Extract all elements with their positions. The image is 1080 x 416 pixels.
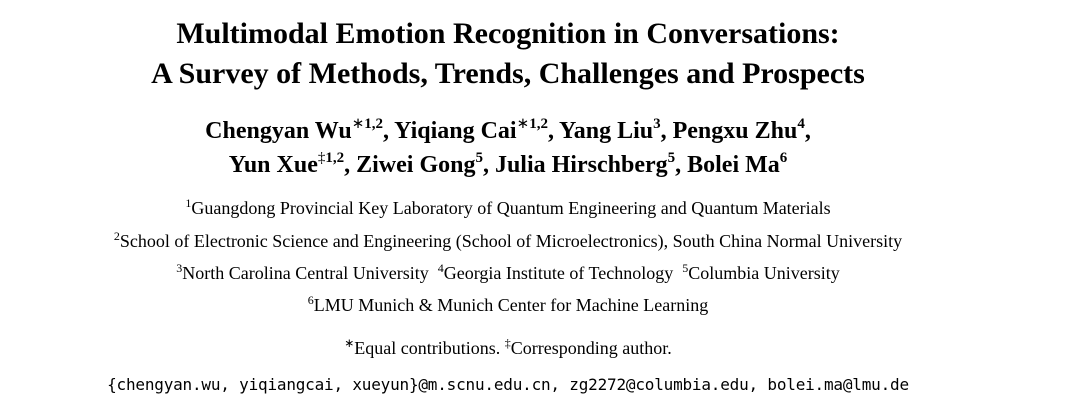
author-separator: , [804,118,811,144]
author-mark: ‡ [317,150,326,166]
affiliation-number: 1 [185,196,192,210]
author-name: Ziwei Gong [356,152,476,178]
author-affiliation-sup: 4 [797,116,805,132]
author-mark: ∗ [351,116,365,132]
affiliation-number: 3 [176,261,183,275]
author-separator: , [383,118,395,144]
author-separator: , [660,118,673,144]
author-emails: {chengyan.wu, yiqiangcai, xueyun}@m.scnu.edu.cn, zg2272@columbia.edu, bolei.ma@lmu.de [107,375,909,394]
author-separator: , [675,152,688,178]
author-name: Yang Liu [559,118,654,144]
author-notes [0,336,1016,360]
author-affiliation-sup: 5 [475,150,483,166]
affiliation-6 [0,293,1016,317]
affiliation-text: School of Electronic Science and Engineering (School of Microelectronics), South China Normal University [119,231,903,251]
author-name: Yiqiang Cai [394,118,517,144]
affiliation-3-4-5 [0,261,1016,285]
author-affiliation-sup: 1,2 [529,116,548,132]
author-separator: , [482,152,495,178]
author-affiliation-sup: 1,2 [325,150,345,166]
affiliation-number: 4 [437,261,444,275]
author-mark: ∗ [516,116,530,132]
affiliation-number: 5 [682,261,689,275]
affiliation-number: 2 [113,229,120,243]
author-name: Chengyan Wu [205,118,352,144]
author-affiliation-sup: 5 [667,150,676,166]
author-separator: , [344,152,357,178]
affiliation-text: Columbia University [688,263,840,283]
author-line-2 [0,150,1016,180]
equal-contribution-mark: ∗ [344,336,355,350]
author-name: Bolei Ma [687,152,780,178]
affiliation-text: LMU Munich & Munich Center for Machine Learning [313,295,709,315]
affiliation-text: North Carolina Central University [182,263,429,283]
corresponding-author-mark: ‡ [504,336,511,350]
author-name: Julia Hirschberg [494,152,668,178]
author-affiliation-sup: 6 [779,150,788,166]
author-affiliation-sup: 1,2 [364,116,384,132]
paper-title-line-2: A Survey of Methods, Trends, Challenges and Prospects [151,57,865,90]
paper-title-line-1: Multimodal Emotion Recognition in Conversations: [176,17,840,50]
corresponding-author-text: Corresponding author. [510,338,672,358]
equal-contribution-text: Equal contributions. [354,338,505,358]
affiliation-number: 6 [307,293,314,307]
affiliation-text: Guangdong Provincial Key Laboratory of Quantum Engineering and Quantum Materials [191,198,831,218]
author-line-1 [0,116,1016,146]
author-name: Yun Xue [228,152,318,178]
author-name: Pengxu Zhu [672,118,798,144]
affiliation-2 [0,229,1016,253]
author-separator: , [547,118,560,144]
affiliation-1 [0,196,1016,220]
author-affiliation-sup: 3 [653,116,661,132]
affiliation-text: Georgia Institute of Technology [443,263,674,283]
